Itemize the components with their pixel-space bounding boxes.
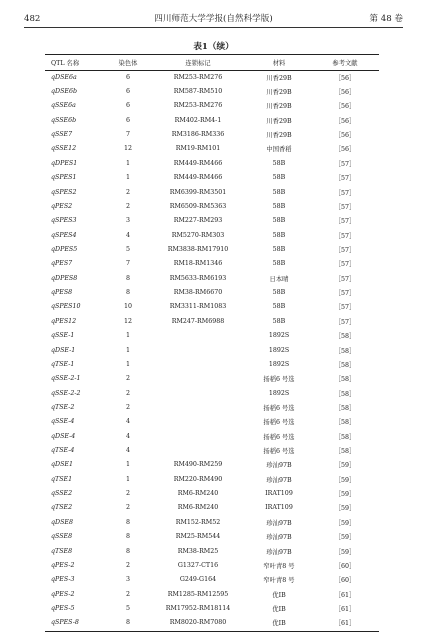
qtl-name-cell: qSSE-2-1 bbox=[51, 375, 81, 383]
table-row bbox=[45, 486, 379, 500]
reference-cell: ［57］ bbox=[334, 304, 356, 312]
material-cell: 1892S bbox=[268, 360, 290, 368]
marker-cell: RM6399-RM3501 bbox=[169, 188, 227, 196]
material-cell: 58B bbox=[272, 317, 286, 325]
reference-cell: ［57］ bbox=[334, 189, 356, 197]
chromosome-cell: 8 bbox=[125, 289, 130, 297]
marker-cell: RM6-RM240 bbox=[177, 504, 219, 512]
chromosome-cell: 2 bbox=[125, 490, 130, 498]
table-row bbox=[45, 185, 379, 199]
chromosome-cell: 2 bbox=[125, 403, 130, 411]
qtl-name-cell: qSSE6b bbox=[51, 116, 77, 124]
table-row bbox=[45, 142, 379, 156]
chromosome-cell: 2 bbox=[125, 504, 130, 512]
marker-cell: RM5270-RM303 bbox=[171, 231, 225, 239]
chromosome-cell: 3 bbox=[125, 576, 130, 584]
marker-cell bbox=[149, 415, 247, 429]
reference-cell: ［57］ bbox=[334, 218, 356, 226]
chromosome-cell: 12 bbox=[123, 145, 132, 153]
table-row bbox=[45, 443, 379, 457]
table-row bbox=[45, 601, 379, 615]
marker-cell: RM25-RM544 bbox=[175, 533, 221, 541]
material-cell: 58B bbox=[272, 202, 286, 210]
marker-cell: RM587-RM510 bbox=[173, 88, 223, 96]
qtl-name-cell: qPES7 bbox=[51, 260, 73, 268]
marker-cell: RM402-RM4-1 bbox=[174, 116, 222, 124]
table-row bbox=[45, 156, 379, 170]
chromosome-cell: 4 bbox=[125, 432, 130, 440]
chromosome-cell: 1 bbox=[125, 332, 130, 340]
qtl-name-cell: qSPES1 bbox=[51, 174, 77, 182]
reference-cell: ［57］ bbox=[334, 203, 356, 211]
qtl-name-cell: qSPES3 bbox=[51, 217, 77, 225]
marker-cell: RM220-RM490 bbox=[173, 475, 223, 483]
table-row bbox=[45, 214, 379, 228]
material-cell: 扬稻6 号选 bbox=[263, 448, 295, 456]
reference-cell: ［57］ bbox=[334, 175, 356, 183]
reference-cell: ［58］ bbox=[334, 361, 356, 369]
reference-cell: ［58］ bbox=[334, 419, 356, 427]
table-row bbox=[45, 400, 379, 414]
material-cell: 1892S bbox=[268, 332, 290, 340]
chromosome-cell: 2 bbox=[125, 188, 130, 196]
qtl-name-cell: qDPES5 bbox=[51, 245, 78, 253]
reference-cell: ［58］ bbox=[334, 433, 356, 441]
table-row bbox=[45, 515, 379, 529]
qtl-name-cell: qTSE8 bbox=[51, 547, 73, 555]
table-row bbox=[45, 587, 379, 601]
table-row bbox=[45, 300, 379, 314]
marker-cell bbox=[149, 400, 247, 414]
marker-cell: RM1285-RM12595 bbox=[167, 590, 229, 598]
reference-cell: ［58］ bbox=[334, 376, 356, 384]
reference-cell: ［56］ bbox=[334, 132, 356, 140]
table-row bbox=[45, 70, 379, 84]
qtl-name-cell: qPES-5 bbox=[51, 604, 75, 612]
material-cell: 58B bbox=[272, 260, 286, 268]
material-cell: 58B bbox=[272, 303, 286, 311]
marker-cell: RM8020-RM7080 bbox=[169, 619, 227, 627]
header-divider bbox=[24, 27, 403, 28]
material-cell: IRAT109 bbox=[265, 490, 293, 498]
marker-cell bbox=[149, 372, 247, 386]
material-cell: 珍汕97B bbox=[266, 534, 292, 542]
marker-cell bbox=[149, 443, 247, 457]
chromosome-cell: 8 bbox=[125, 518, 130, 526]
reference-cell: ［58］ bbox=[334, 404, 356, 412]
marker-cell: RM3186-RM336 bbox=[171, 131, 225, 139]
table-row bbox=[45, 84, 379, 98]
reference-cell: ［57］ bbox=[334, 261, 356, 269]
table-row bbox=[45, 429, 379, 443]
chromosome-cell: 4 bbox=[125, 447, 130, 455]
table-row bbox=[45, 99, 379, 113]
marker-cell: RM247-RM6988 bbox=[171, 317, 225, 325]
chromosome-cell: 1 bbox=[125, 360, 130, 368]
material-cell: 扬稻6 号选 bbox=[263, 419, 295, 427]
material-cell: 58B bbox=[272, 245, 286, 253]
material-cell: 川香29B bbox=[266, 117, 292, 125]
table-row bbox=[45, 472, 379, 486]
qtl-name-cell: qSSE-2-2 bbox=[51, 389, 81, 397]
reference-cell: ［57］ bbox=[334, 160, 356, 168]
reference-cell: ［59］ bbox=[334, 476, 356, 484]
reference-cell: ［61］ bbox=[334, 591, 356, 599]
page-number: 482 bbox=[24, 14, 41, 24]
chromosome-cell: 3 bbox=[125, 217, 130, 225]
qtl-name-cell: qSSE-1 bbox=[51, 332, 75, 340]
chromosome-cell: 1 bbox=[125, 475, 130, 483]
chromosome-cell: 6 bbox=[125, 102, 130, 110]
column-header-material: 材料 bbox=[272, 59, 286, 67]
chromosome-cell: 7 bbox=[125, 260, 130, 268]
marker-cell: RM490-RM259 bbox=[173, 461, 223, 469]
qtl-name-cell: qSPES2 bbox=[51, 188, 77, 196]
qtl-name-cell: qPES8 bbox=[51, 289, 73, 297]
material-cell: 川香29B bbox=[266, 89, 292, 97]
table-row bbox=[45, 558, 379, 572]
column-header-chromosome: 染色体 bbox=[118, 59, 138, 67]
chromosome-cell: 8 bbox=[125, 533, 130, 541]
table-row bbox=[45, 127, 379, 141]
reference-cell: ［57］ bbox=[334, 232, 356, 240]
table-row bbox=[45, 501, 379, 515]
material-cell: 珍汕97B bbox=[266, 462, 292, 470]
chromosome-cell: 2 bbox=[125, 389, 130, 397]
reference-cell: ［57］ bbox=[334, 275, 356, 283]
material-cell: 珍汕97B bbox=[266, 548, 292, 556]
marker-cell: RM449-RM466 bbox=[173, 159, 223, 167]
reference-cell: ［58］ bbox=[334, 347, 356, 355]
reference-cell: ［59］ bbox=[334, 534, 356, 542]
material-cell: 窄叶青8 号 bbox=[263, 562, 295, 570]
material-cell: 川香29B bbox=[266, 74, 292, 82]
qtl-name-cell: qTSE2 bbox=[51, 504, 73, 512]
table-row bbox=[45, 285, 379, 299]
qtl-name-cell: qDPES1 bbox=[51, 159, 78, 167]
reference-cell: ［59］ bbox=[334, 462, 356, 470]
material-cell: 川香29B bbox=[266, 132, 292, 140]
material-cell: 58B bbox=[272, 217, 286, 225]
chromosome-cell: 8 bbox=[125, 619, 130, 627]
chromosome-cell: 4 bbox=[125, 231, 130, 239]
marker-cell: RM3311-RM1083 bbox=[169, 303, 227, 311]
material-cell: 珍汕97B bbox=[266, 519, 292, 527]
chromosome-cell: 7 bbox=[125, 131, 130, 139]
table-row bbox=[45, 199, 379, 213]
material-cell: 58B bbox=[272, 231, 286, 239]
reference-cell: ［56］ bbox=[334, 103, 356, 111]
material-cell: 1892S bbox=[268, 346, 290, 354]
marker-cell: RM17952-RM18114 bbox=[165, 604, 231, 612]
qtl-name-cell: qPES-2 bbox=[51, 590, 75, 598]
chromosome-cell: 2 bbox=[125, 202, 130, 210]
qtl-name-cell: qDSE8 bbox=[51, 518, 73, 526]
table-row bbox=[45, 257, 379, 271]
volume-label: 第 48 卷 bbox=[369, 14, 403, 24]
table-row bbox=[45, 113, 379, 127]
qtl-name-cell: qSPES10 bbox=[51, 303, 81, 311]
material-cell: 优ⅠB bbox=[272, 620, 286, 628]
reference-cell: ［57］ bbox=[334, 318, 356, 326]
material-cell: 日本晴 bbox=[269, 275, 289, 283]
qtl-name-cell: qSSE2 bbox=[51, 490, 73, 498]
page-header bbox=[24, 13, 403, 25]
marker-cell: G249-G164 bbox=[179, 576, 217, 584]
marker-cell bbox=[149, 357, 247, 371]
material-cell: 窄叶青8 号 bbox=[263, 577, 295, 585]
marker-cell: RM227-RM293 bbox=[173, 217, 223, 225]
chromosome-cell: 6 bbox=[125, 88, 130, 96]
qtl-name-cell: qDSE6a bbox=[51, 73, 77, 81]
material-cell: 58B bbox=[272, 188, 286, 196]
marker-cell: RM6509-RM5363 bbox=[169, 202, 227, 210]
qtl-name-cell: qDSE6b bbox=[51, 88, 78, 96]
reference-cell: ［59］ bbox=[334, 548, 356, 556]
reference-cell: ［59］ bbox=[334, 491, 356, 499]
marker-cell: RM38-RM6670 bbox=[173, 289, 223, 297]
material-cell: 58B bbox=[272, 289, 286, 297]
table-row bbox=[45, 343, 379, 357]
chromosome-cell: 6 bbox=[125, 116, 130, 124]
qtl-name-cell: qTSE-2 bbox=[51, 403, 75, 411]
reference-cell: ［56］ bbox=[334, 74, 356, 82]
marker-cell bbox=[149, 386, 247, 400]
material-cell: 中国香稻 bbox=[266, 146, 292, 154]
table-row bbox=[45, 415, 379, 429]
qtl-name-cell: qPES-2 bbox=[51, 561, 75, 569]
chromosome-cell: 1 bbox=[125, 461, 130, 469]
qtl-name-cell: qDPES8 bbox=[51, 274, 78, 282]
marker-cell: RM253-RM276 bbox=[173, 102, 223, 110]
table-row bbox=[45, 328, 379, 342]
material-cell: 珍汕97B bbox=[266, 476, 292, 484]
chromosome-cell: 6 bbox=[125, 73, 130, 81]
qtl-name-cell: qSPES-8 bbox=[51, 619, 79, 627]
marker-cell: RM5633-RM6193 bbox=[169, 274, 227, 282]
table-row bbox=[45, 314, 379, 328]
reference-cell: ［58］ bbox=[334, 333, 356, 341]
reference-cell: ［57］ bbox=[334, 290, 356, 298]
reference-cell: ［57］ bbox=[334, 246, 356, 254]
reference-cell: ［60］ bbox=[334, 562, 356, 570]
material-cell: 扬稻6 号选 bbox=[263, 376, 295, 384]
table-row bbox=[45, 458, 379, 472]
material-cell: 优ⅠB bbox=[272, 591, 286, 599]
qtl-name-cell: qTSE1 bbox=[51, 475, 73, 483]
reference-cell: ［56］ bbox=[334, 117, 356, 125]
qtl-name-cell: qSSE7 bbox=[51, 131, 73, 139]
chromosome-cell: 4 bbox=[125, 418, 130, 426]
table-row bbox=[45, 271, 379, 285]
marker-cell: RM3838-RM17910 bbox=[167, 245, 229, 253]
qtl-name-cell: qSPES4 bbox=[51, 231, 77, 239]
reference-cell: ［60］ bbox=[334, 577, 356, 585]
chromosome-cell: 12 bbox=[123, 317, 132, 325]
column-header-qtl: QTL 名称 bbox=[51, 59, 80, 67]
marker-cell: RM18-RM1346 bbox=[173, 260, 223, 268]
chromosome-cell: 8 bbox=[125, 547, 130, 555]
chromosome-cell: 5 bbox=[125, 604, 130, 612]
qtl-name-cell: qTSE-1 bbox=[51, 360, 75, 368]
chromosome-cell: 8 bbox=[125, 274, 130, 282]
material-cell: 川香29B bbox=[266, 103, 292, 111]
chromosome-cell: 1 bbox=[125, 174, 130, 182]
column-header-reference: 参考文献 bbox=[332, 59, 358, 67]
material-cell: 58B bbox=[272, 159, 286, 167]
qtl-name-cell: qPES12 bbox=[51, 317, 77, 325]
qtl-name-cell: qDSE1 bbox=[51, 461, 73, 469]
material-cell: IRAT109 bbox=[265, 504, 293, 512]
material-cell: 优ⅠB bbox=[272, 605, 286, 613]
table-row bbox=[45, 171, 379, 185]
qtl-name-cell: qSSE-4 bbox=[51, 418, 75, 426]
chromosome-cell: 2 bbox=[125, 590, 130, 598]
reference-cell: ［59］ bbox=[334, 505, 356, 513]
table-caption: 表1（续） bbox=[193, 42, 234, 52]
qtl-name-cell: qPES-3 bbox=[51, 576, 75, 584]
reference-cell: ［58］ bbox=[334, 448, 356, 456]
material-cell: 扬稻6 号选 bbox=[263, 404, 295, 412]
table-row bbox=[45, 530, 379, 544]
reference-cell: ［56］ bbox=[334, 89, 356, 97]
reference-cell: ［59］ bbox=[334, 519, 356, 527]
marker-cell: RM6-RM240 bbox=[177, 490, 219, 498]
reference-cell: ［56］ bbox=[334, 146, 356, 154]
material-cell: 扬稻6 号选 bbox=[263, 433, 295, 441]
table-row bbox=[45, 386, 379, 400]
chromosome-cell: 2 bbox=[125, 375, 130, 383]
reference-cell: ［58］ bbox=[334, 390, 356, 398]
table-row bbox=[45, 228, 379, 242]
table-row bbox=[45, 616, 379, 630]
qtl-name-cell: qTSE-4 bbox=[51, 447, 75, 455]
material-cell: 1892S bbox=[268, 389, 290, 397]
qtl-name-cell: qSSE6a bbox=[51, 102, 76, 110]
marker-cell bbox=[149, 343, 247, 357]
marker-cell: RM19-RM101 bbox=[175, 145, 221, 153]
chromosome-cell: 5 bbox=[125, 245, 130, 253]
qtl-name-cell: qSSE8 bbox=[51, 533, 73, 541]
material-cell: 58B bbox=[272, 174, 286, 182]
chromosome-cell: 1 bbox=[125, 159, 130, 167]
qtl-name-cell: qPES2 bbox=[51, 202, 73, 210]
journal-title: 四川师范大学学报(自然科学版) bbox=[154, 14, 273, 24]
reference-cell: ［61］ bbox=[334, 605, 356, 613]
qtl-name-cell: qSSE12 bbox=[51, 145, 77, 153]
table-row bbox=[45, 573, 379, 587]
column-header-marker: 连锁标记 bbox=[185, 59, 211, 67]
table-header-row bbox=[45, 54, 379, 70]
marker-cell: G1327-CT16 bbox=[177, 561, 219, 569]
chromosome-cell: 1 bbox=[125, 346, 130, 354]
chromosome-cell: 2 bbox=[125, 561, 130, 569]
marker-cell: RM38-RM25 bbox=[177, 547, 219, 555]
reference-cell: ［61］ bbox=[334, 620, 356, 628]
table-row bbox=[45, 372, 379, 386]
marker-cell bbox=[149, 328, 247, 342]
marker-cell: RM253-RM276 bbox=[173, 73, 223, 81]
table-row bbox=[45, 242, 379, 256]
qtl-name-cell: qDSE-1 bbox=[51, 346, 76, 354]
table-row bbox=[45, 544, 379, 558]
qtl-name-cell: qDSE-4 bbox=[51, 432, 76, 440]
marker-cell: RM449-RM466 bbox=[173, 174, 223, 182]
marker-cell bbox=[149, 429, 247, 443]
table-row bbox=[45, 357, 379, 371]
qtl-table bbox=[45, 54, 379, 630]
marker-cell: RM152-RM52 bbox=[175, 518, 221, 526]
chromosome-cell: 10 bbox=[123, 303, 132, 311]
